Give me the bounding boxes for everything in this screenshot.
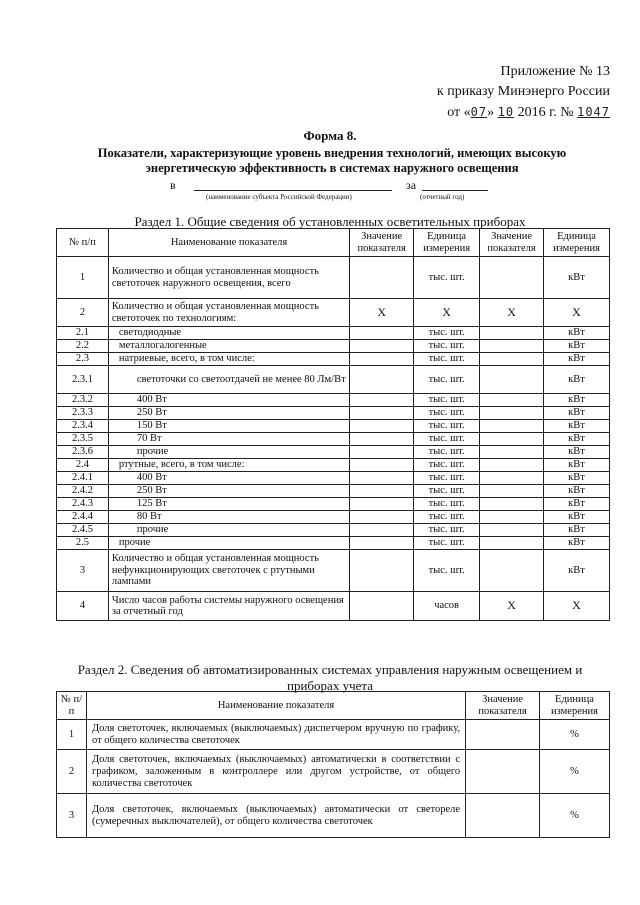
table-row: 1 Количество и общая установленная мощность светоточек наружного освещения, всего тыс. шт. кВт (57, 257, 610, 299)
header-value2: Значение показателя (480, 229, 544, 257)
section2-table (56, 691, 610, 838)
value-cell[interactable] (350, 511, 414, 524)
table-row: 2.1 светодиодные тыс. шт. кВт (57, 327, 610, 340)
value-cell[interactable] (466, 750, 540, 794)
value-cell[interactable] (480, 524, 544, 537)
table-row: 2.3.2 400 Вт тыс. шт. кВт (57, 394, 610, 407)
table-row: 4 Число часов работы системы наружного освещения за отчетный год часов X X (57, 592, 610, 621)
table-row: 2.4 ртутные, всего, в том числе: тыс. шт. кВт (57, 459, 610, 472)
value-cell[interactable] (350, 524, 414, 537)
table-row: 3 Доля светоточек, включаемых (выключаемых) автоматически от светореле (сумеречных выключателей), от общего количества светоточек % (57, 794, 610, 838)
table-row: 2.2 металлогалогенные тыс. шт. кВт (57, 340, 610, 353)
table-row: 2.4.5 прочие тыс. шт. кВт (57, 524, 610, 537)
table-row: 2.4.1 400 Вт тыс. шт. кВт (57, 472, 610, 485)
period-fill-line (422, 190, 488, 191)
value-cell[interactable] (350, 472, 414, 485)
value-cell[interactable] (350, 550, 414, 592)
subject-caption: (наименование субъекта Российской Федерации) (206, 193, 352, 201)
value-cell[interactable] (480, 420, 544, 433)
value-cell[interactable] (350, 407, 414, 420)
value-cell[interactable] (350, 433, 414, 446)
value-cell[interactable] (480, 340, 544, 353)
handwritten-month: 10 (497, 105, 515, 119)
section1-table (56, 228, 610, 621)
value-cell[interactable] (480, 394, 544, 407)
table-row: 2.3 натриевые, всего, в том числе: тыс. шт. кВт (57, 353, 610, 366)
value-cell[interactable] (480, 446, 544, 459)
table-row: 1 Доля светоточек, включаемых (выключаемых) диспетчером вручную по графику, от общего количества светоточек % (57, 720, 610, 750)
table-row: 2.3.1 светоточки со светоотдачей не менее 80 Лм/Вт тыс. шт. кВт (57, 366, 610, 394)
appendix-block (380, 62, 610, 123)
value-cell[interactable] (466, 720, 540, 750)
appendix-order: к приказу Минэнерго России (436, 84, 610, 99)
value-cell[interactable] (480, 353, 544, 366)
header-unit: Единица измерения (540, 692, 610, 720)
section2-title: Раздел 2. Сведения об автоматизированных системах управления наружным освещением и приборах учета (77, 662, 583, 693)
table-row: 2.4.3 125 Вт тыс. шт. кВт (57, 498, 610, 511)
form-title: Форма 8. (303, 128, 357, 143)
table-row: 2 Доля светоточек, включаемых (выключаемых) автоматически в соответствии с графиком, заложенным в контроллере или другом устройстве, от общего количества светоточек % (57, 750, 610, 794)
value-cell[interactable] (350, 485, 414, 498)
value-cell[interactable] (480, 327, 544, 340)
value-cell[interactable] (350, 537, 414, 550)
value-cell[interactable] (350, 353, 414, 366)
value-cell[interactable] (480, 511, 544, 524)
value-cell[interactable] (480, 472, 544, 485)
value-cell[interactable] (350, 327, 414, 340)
subject-line: в (наименование субъекта Российской Федерации) за (отчетный год) (170, 178, 500, 204)
value-cell[interactable] (350, 366, 414, 394)
value-cell[interactable] (466, 794, 540, 838)
table-row: 2.3.3 250 Вт тыс. шт. кВт (57, 407, 610, 420)
table-row: 2 Количество и общая установленная мощность светоточек по технологиям: X X X X (57, 299, 610, 327)
value-cell[interactable] (350, 446, 414, 459)
form-heading: Показатели, характеризующие уровень внедрения технологий, имеющих высокую энергетическую эффективность в системах наружного освещения (97, 146, 567, 175)
table-row: 2.3.4 150 Вт тыс. шт. кВт (57, 420, 610, 433)
table-row: 2.3.6 прочие тыс. шт. кВт (57, 446, 610, 459)
handwritten-day: 07 (470, 105, 488, 119)
value-cell[interactable] (350, 394, 414, 407)
value-cell[interactable] (480, 433, 544, 446)
header-value1: Значение показателя (350, 229, 414, 257)
value-cell[interactable] (480, 550, 544, 592)
value-cell[interactable] (480, 366, 544, 394)
value-cell[interactable] (480, 257, 544, 299)
header-name: Наименование показателя (86, 692, 465, 720)
handwritten-number: 1047 (577, 105, 610, 119)
section1-title: Раздел 1. Общие сведения об установленных осветительных приборах (134, 214, 526, 229)
value-cell[interactable] (350, 257, 414, 299)
header-unit1: Единица измерения (414, 229, 480, 257)
value-cell[interactable] (480, 485, 544, 498)
appendix-title: Приложение № 13 (500, 64, 610, 79)
value-cell[interactable] (480, 459, 544, 472)
value-cell[interactable] (480, 537, 544, 550)
table-row: 3 Количество и общая установленная мощность нефункционирующих светоточек с ртутными лампами тыс. шт. кВт (57, 550, 610, 592)
value-cell[interactable] (350, 498, 414, 511)
subject-fill-line (194, 190, 392, 191)
header-unit2: Единица измерения (544, 229, 610, 257)
header-num: № п/п (57, 229, 109, 257)
value-cell[interactable] (350, 340, 414, 353)
header-num: № п/п (57, 692, 87, 720)
header-name: Наименование показателя (108, 229, 349, 257)
table-row: 2.4.4 80 Вт тыс. шт. кВт (57, 511, 610, 524)
period-caption: (отчетный год) (420, 193, 465, 201)
value-cell[interactable] (480, 498, 544, 511)
appendix-date: от «07» 10 2016 г. № 1047 (447, 105, 610, 120)
table-row: 2.3.5 70 Вт тыс. шт. кВт (57, 433, 610, 446)
table-row: 2.5 прочие тыс. шт. кВт (57, 537, 610, 550)
value-cell[interactable] (350, 592, 414, 621)
value-cell[interactable] (480, 407, 544, 420)
value-cell[interactable] (350, 420, 414, 433)
value-cell[interactable] (350, 459, 414, 472)
header-value: Значение показателя (466, 692, 540, 720)
table-row: 2.4.2 250 Вт тыс. шт. кВт (57, 485, 610, 498)
